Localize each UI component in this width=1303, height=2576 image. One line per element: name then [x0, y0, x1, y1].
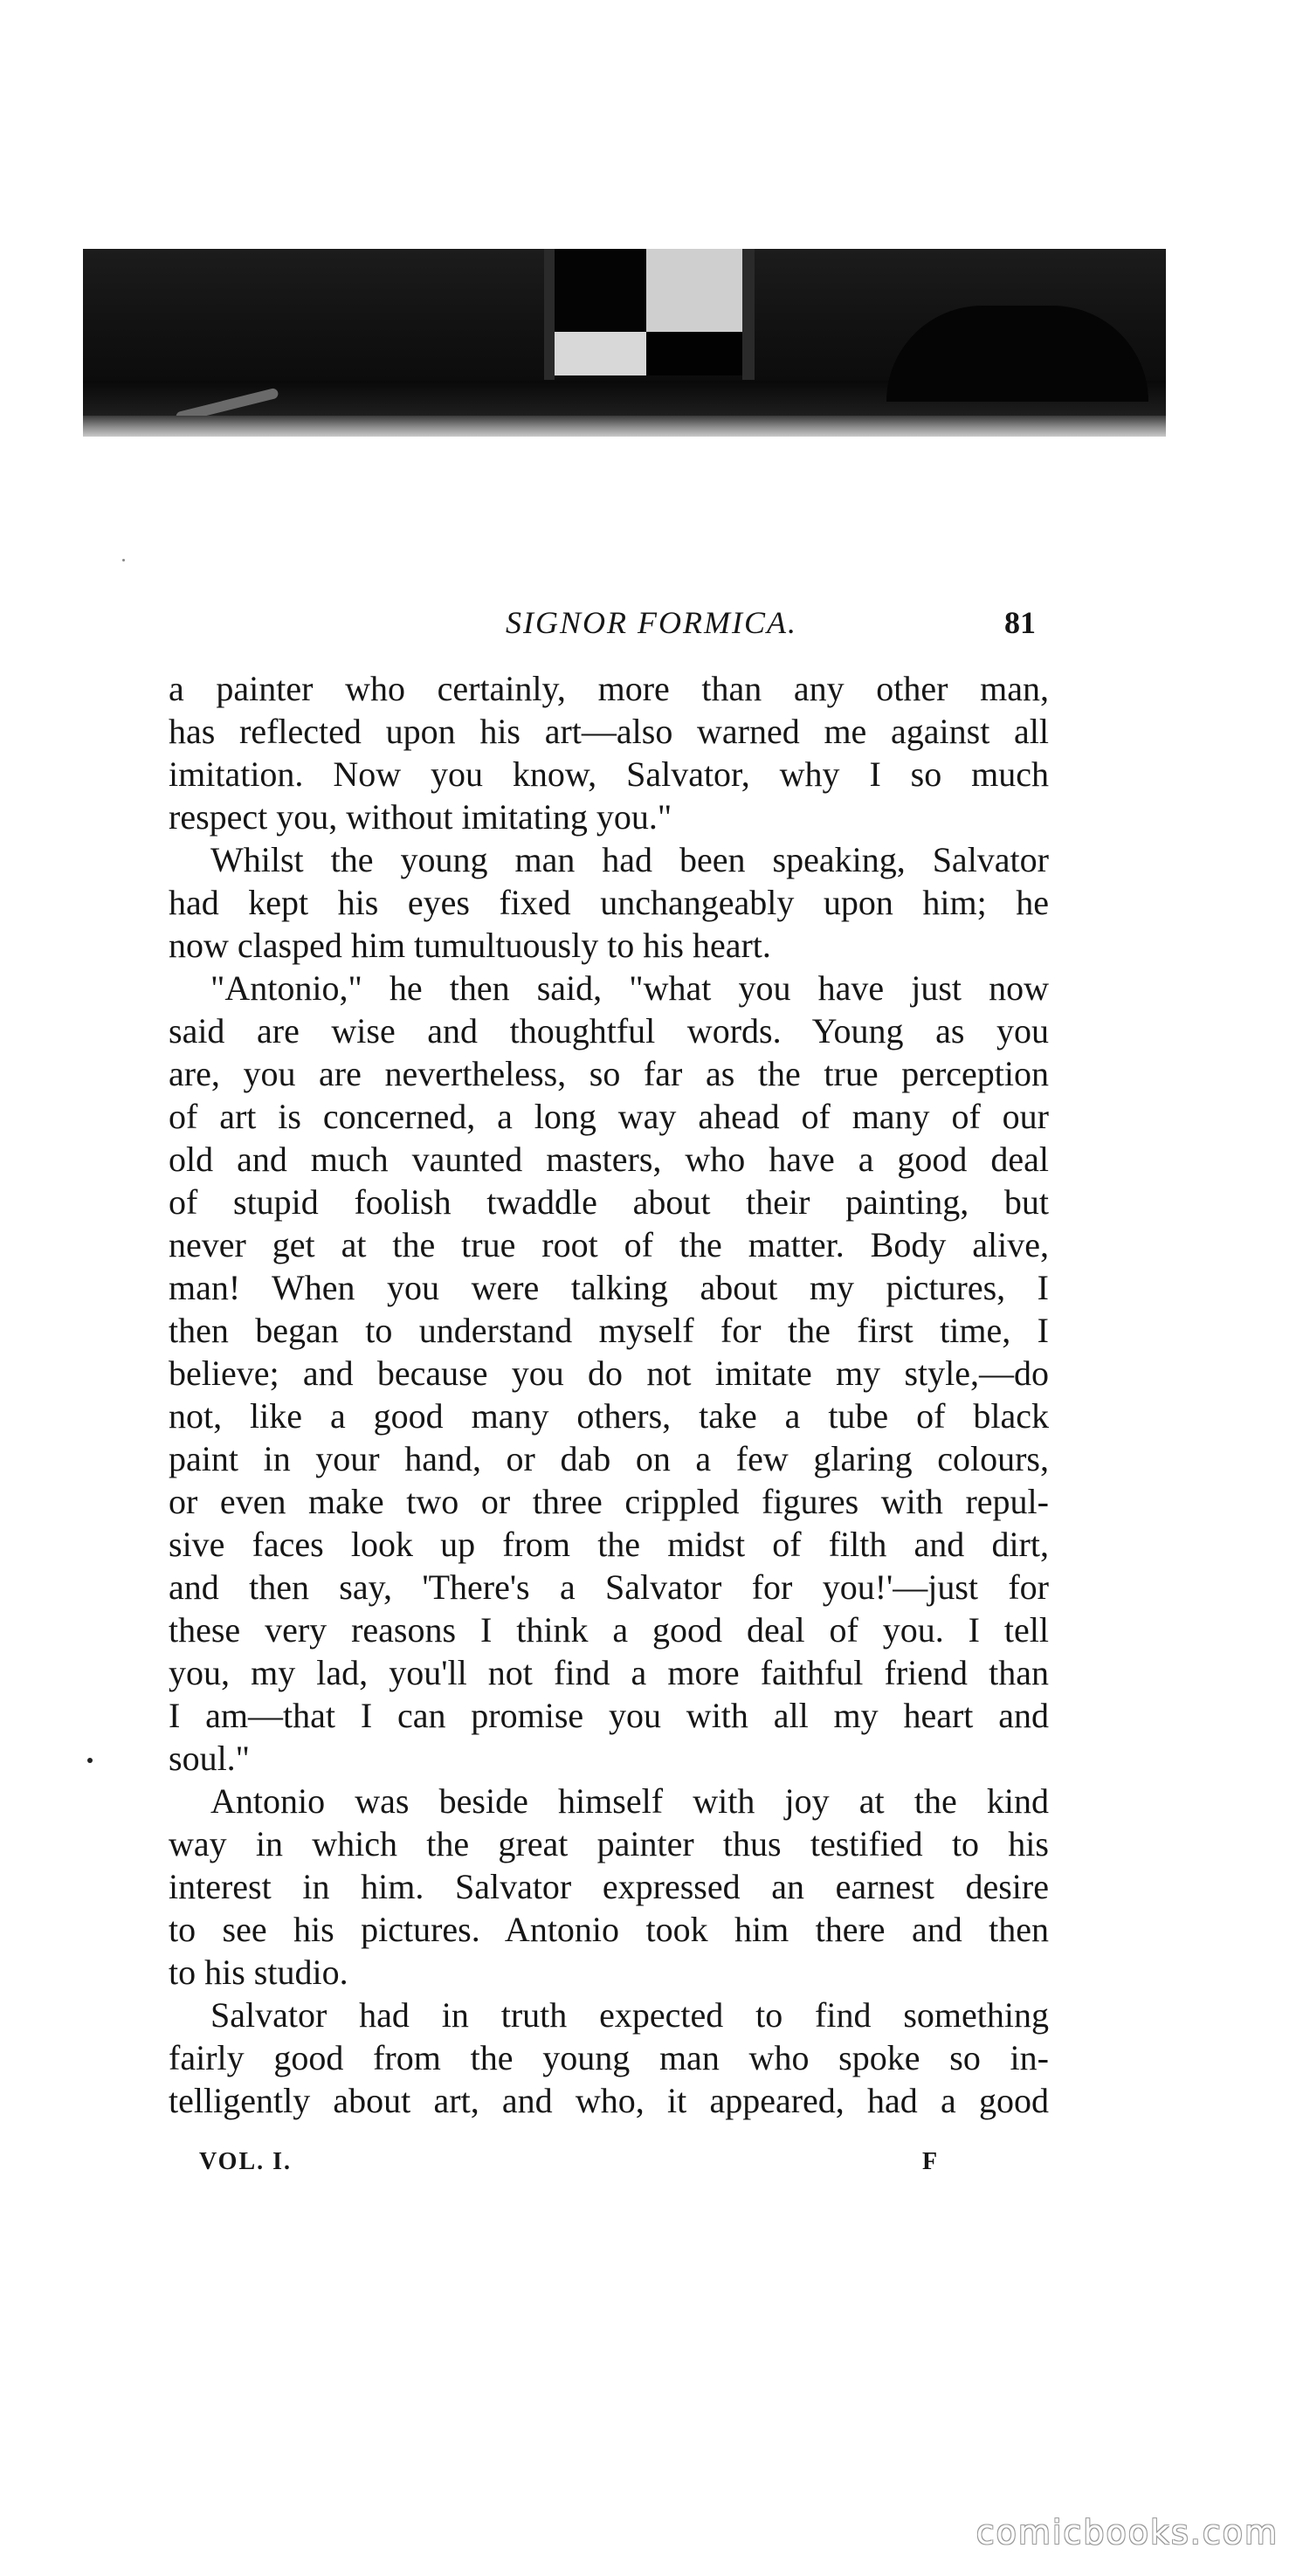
signature-mark: F: [922, 2148, 938, 2175]
illustration-window-pane: [555, 332, 646, 375]
text-line: a painter who certainly, more than any other man,: [169, 669, 1049, 708]
text-line: I am—that I can promise you with all my heart and: [169, 1696, 1049, 1735]
volume-mark: VOL. I.: [199, 2148, 293, 2175]
text-line: these very reasons I think a good deal of you. I tell: [169, 1610, 1049, 1650]
text-line: paint in your hand, or dab on a few glaring colours,: [169, 1439, 1049, 1478]
illustration-window-pane: [555, 249, 646, 332]
text-line: telligently about art, and who, it appeared, had a good: [169, 2081, 1049, 2120]
paper-speck: [87, 1758, 93, 1763]
text-line: way in which the great painter thus testified to his: [169, 1824, 1049, 1863]
illustration-window-frame-right: [742, 249, 755, 380]
text-line: or even make two or three crippled figures with repul-: [169, 1482, 1049, 1521]
illustration-dark-mound: [886, 306, 1148, 402]
text-line: are, you are nevertheless, so far as the true perception: [169, 1054, 1049, 1093]
text-line: then began to understand myself for the first time, I: [169, 1311, 1049, 1350]
text-line: said are wise and thoughtful words. Young as you: [169, 1011, 1049, 1050]
text-line: respect you, without imitating you.": [169, 797, 672, 837]
text-line: Whilst the young man had been speaking, Salvator: [210, 840, 1049, 879]
text-line: soul.": [169, 1739, 251, 1778]
illustration-window-pane: [646, 249, 742, 332]
text-line: believe; and because you do not imitate my style,—do: [169, 1353, 1049, 1393]
text-line: not, like a good many others, take a tube of black: [169, 1396, 1049, 1436]
text-line: fairly good from the young man who spoke so in-: [169, 2038, 1049, 2077]
text-line: of art is concerned, a long way ahead of many of our: [169, 1097, 1049, 1136]
header-illustration: [83, 249, 1166, 437]
text-line: to his studio.: [169, 1953, 348, 1992]
text-line: sive faces look up from the midst of filth and dirt,: [169, 1525, 1049, 1564]
text-line: "Antonio," he then said, "what you have just now: [210, 968, 1049, 1008]
text-line: has reflected upon his art—also warned me against all: [169, 712, 1049, 751]
illustration-bottom-band: [83, 416, 1166, 437]
running-head: [0, 604, 1303, 648]
text-line: old and much vaunted masters, who have a good deal: [169, 1140, 1049, 1179]
page-footer: [0, 2148, 1303, 2183]
text-line: to see his pictures. Antonio took him there and then: [169, 1910, 1049, 1949]
paper-speck: [122, 559, 125, 561]
text-line: now clasped him tumultuously to his heart.: [169, 926, 771, 965]
text-line: man! When you were talking about my pictures, I: [169, 1268, 1049, 1307]
body-text: [169, 667, 1049, 2122]
text-line: Salvator had in truth expected to find something: [210, 1995, 1049, 2035]
illustration-window-frame-left: [544, 249, 555, 380]
running-title: SIGNOR FORMICA.: [506, 605, 797, 640]
text-line: imitation. Now you know, Salvator, why I so much: [169, 754, 1049, 794]
text-line: and then say, 'There's a Salvator for you!'—just for: [169, 1567, 1049, 1607]
illustration-window-pane: [646, 332, 742, 375]
text-line: you, my lad, you'll not find a more faithful friend than: [169, 1653, 1049, 1692]
text-line: had kept his eyes fixed unchangeably upon him; he: [169, 883, 1049, 922]
site-watermark: comicbooks.com: [976, 2513, 1279, 2552]
text-line: interest in him. Salvator expressed an earnest desire: [169, 1867, 1049, 1906]
text-line: Antonio was beside himself with joy at the kind: [210, 1781, 1049, 1821]
text-line: never get at the true root of the matter. Body alive,: [169, 1225, 1049, 1264]
text-line: of stupid foolish twaddle about their painting, but: [169, 1182, 1049, 1222]
page-number: 81: [1004, 605, 1036, 640]
